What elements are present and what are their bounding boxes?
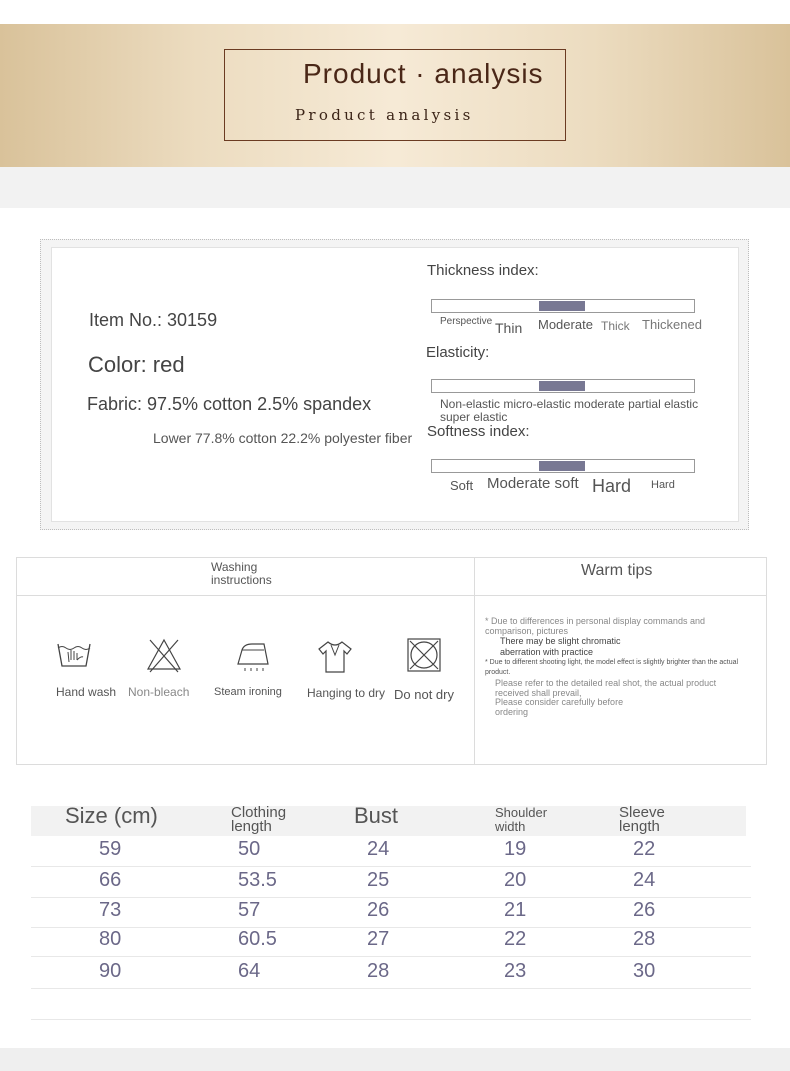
hand-wash-label: Hand wash <box>56 685 117 699</box>
tip-line: There may be slight chromatic <box>500 636 621 646</box>
table-cell: 22 <box>633 838 656 860</box>
header-clothing-length: Clothing length <box>231 804 287 835</box>
thickness-label-moderate: Moderate <box>538 317 593 332</box>
table-cell: 23 <box>504 960 527 982</box>
hanging-to-dry-label: Hanging to dry <box>307 686 386 700</box>
table-cell: 57 <box>238 899 261 921</box>
washing-title: Washing instructions <box>211 560 272 587</box>
tip-line: Please refer to the detailed real shot, the actual product <box>495 678 717 688</box>
table-cell: 25 <box>367 869 390 891</box>
header-sleeve-length: Sleeve length <box>619 804 665 835</box>
product-color: Color: red <box>88 352 185 377</box>
banner-frame <box>224 49 566 141</box>
banner-title: Product · analysis <box>303 58 544 89</box>
care-divider <box>474 558 475 764</box>
hand-wash-icon <box>55 636 93 674</box>
table-cell: 30 <box>633 960 656 982</box>
tip-line: Please consider carefully before <box>495 697 624 707</box>
elasticity-labels: Non-elastic micro-elastic moderate partial elastic <box>440 397 699 411</box>
table-cell: 24 <box>367 838 390 860</box>
table-cell: 59 <box>99 838 122 860</box>
table-cell: 26 <box>633 899 656 921</box>
hang-dry-icon <box>316 638 354 676</box>
header-bust: Bust <box>354 803 399 828</box>
care-section <box>16 557 767 765</box>
table-cell: 21 <box>504 899 527 921</box>
elasticity-level <box>539 381 585 391</box>
tip-line: received shall prevail, <box>495 688 582 698</box>
product-info-panel <box>40 239 749 530</box>
do-not-dry-label: Do not dry <box>394 687 454 702</box>
thickness-bar <box>431 299 695 313</box>
thickness-label-thick: Thick <box>601 319 630 333</box>
fabric-composition: Fabric: 97.5% cotton 2.5% spandex <box>87 394 372 414</box>
softness-label-hard-small: Hard <box>651 479 675 491</box>
table-row-divider <box>31 866 751 867</box>
table-cell: 73 <box>99 899 122 921</box>
tip-line: aberration with practice <box>500 647 594 657</box>
non-bleach-icon <box>145 636 183 674</box>
lower-composition: Lower 77.8% cotton 22.2% polyester fiber <box>153 430 413 446</box>
item-number: Item No.: 30159 <box>89 310 218 330</box>
product-info-card <box>51 247 739 522</box>
tip-line: * Due to differences in personal display commands and <box>485 616 705 626</box>
table-cell: 53.5 <box>238 869 277 891</box>
tip-line: * Due to different shooting light, the model effect is slightly brighter than the actual <box>485 659 739 666</box>
table-cell: 66 <box>99 869 122 891</box>
elasticity-title: Elasticity: <box>426 344 490 361</box>
care-header-line <box>17 595 766 596</box>
table-row-divider <box>31 988 751 989</box>
table-row-divider <box>31 897 751 898</box>
table-cell: 20 <box>504 869 527 891</box>
table-cell: 80 <box>99 928 122 950</box>
table-cell: 28 <box>633 928 656 950</box>
header-shoulder-width: Shoulder width <box>495 805 548 834</box>
softness-level <box>539 461 585 471</box>
do-not-dry-icon <box>405 636 443 674</box>
table-cell: 19 <box>504 838 527 860</box>
elasticity-bar <box>431 379 695 393</box>
tip-line: ordering <box>495 707 529 717</box>
tip-line: product. <box>485 669 511 676</box>
banner-subtitle: Product analysis <box>295 106 474 124</box>
softness-label-moderate-soft: Moderate soft <box>487 475 579 492</box>
table-cell: 28 <box>367 960 390 982</box>
non-bleach-label: Non-bleach <box>128 685 190 699</box>
divider-band <box>0 167 790 208</box>
table-row-divider <box>31 956 751 957</box>
thickness-label-thin: Thin <box>495 320 523 336</box>
thickness-title: Thickness index: <box>427 262 539 279</box>
table-cell: 26 <box>367 899 390 921</box>
table-cell: 90 <box>99 960 122 982</box>
table-cell: 27 <box>367 928 390 950</box>
table-bottom-line <box>31 1019 751 1020</box>
softness-bar <box>431 459 695 473</box>
table-cell: 24 <box>633 869 656 891</box>
thickness-level <box>539 301 585 311</box>
thickness-label-perspective: Perspective <box>440 316 493 327</box>
elasticity-labels-2: super elastic <box>440 410 508 424</box>
tip-line: comparison, pictures <box>485 626 569 636</box>
analysis-banner <box>0 24 790 167</box>
steam-iron-icon <box>234 638 272 676</box>
softness-label-soft: Soft <box>450 478 474 493</box>
steam-ironing-label: Steam ironing <box>214 686 282 698</box>
header-size: Size (cm) <box>65 803 158 828</box>
table-cell: 60.5 <box>238 928 277 950</box>
softness-label-hard-large: Hard <box>592 476 632 496</box>
bottom-band <box>0 1048 790 1071</box>
warm-tips-title: Warm tips <box>581 562 653 579</box>
table-cell: 22 <box>504 928 527 950</box>
softness-title: Softness index: <box>427 423 530 440</box>
table-cell: 50 <box>238 838 261 860</box>
table-cell: 64 <box>238 960 261 982</box>
thickness-label-thickened: Thickened <box>642 317 702 332</box>
